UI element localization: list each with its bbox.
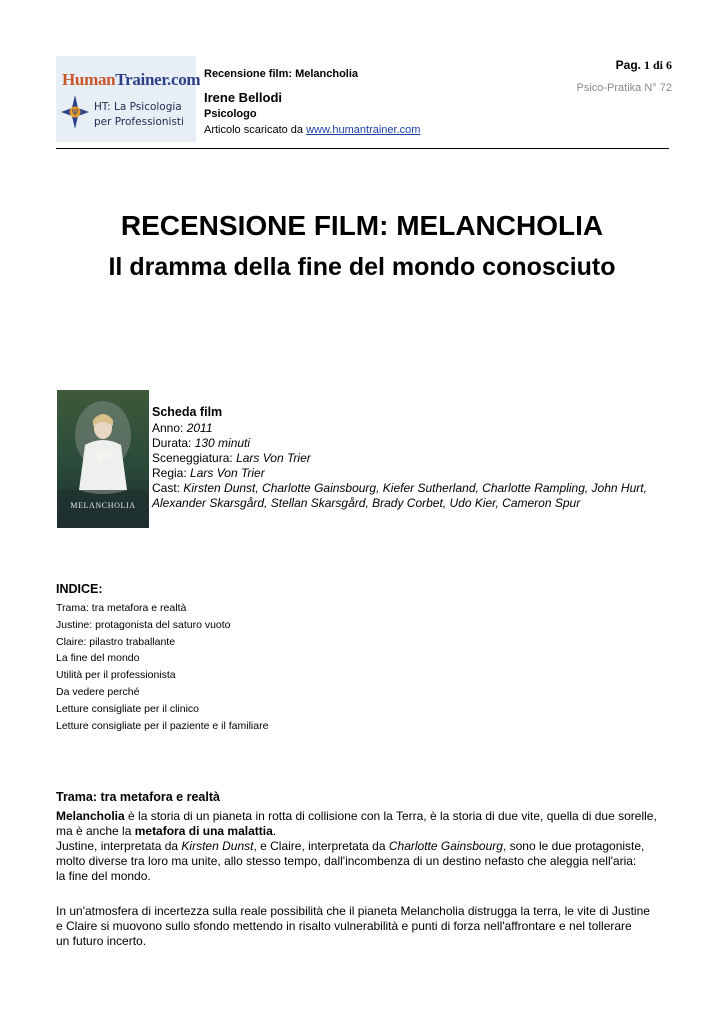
header-download-line: Articolo scaricato da www.humantrainer.com — [204, 124, 421, 136]
index-item: Utilità per il professionista — [56, 669, 176, 682]
film-info-heading: Scheda film — [152, 405, 223, 419]
film-year: Anno: 2011 — [152, 421, 213, 435]
page-subtitle: Il dramma della fine del mondo conosciuto — [108, 253, 616, 281]
page-title: RECENSIONE FILM: MELANCHOLIA — [120, 210, 604, 241]
header-author: Irene Bellodi — [204, 90, 283, 105]
film-screenplay: Sceneggiatura: Lars Von Trier — [152, 451, 311, 465]
header-role: Psicologo — [204, 108, 257, 120]
header-divider — [56, 148, 669, 149]
logo-wordmark: HumanTrainer.com — [62, 70, 201, 89]
humantrainer-link[interactable]: www.humantrainer.com — [306, 124, 421, 136]
logo-tagline: HT: La Psicologia per Professionisti — [94, 101, 184, 128]
film-info-card — [152, 405, 672, 511]
site-logo[interactable] — [56, 56, 201, 142]
compass-star-icon — [60, 94, 90, 130]
index-item: Trama: tra metafora e realtà — [56, 602, 187, 614]
film-duration: Durata: 130 minuti — [152, 436, 251, 450]
body-paragraph: Melancholia è la storia di un pianeta in rotta di collisione con la Terra, è la storia di due vite, quella di due sorelle, ma è anche la metafora di una malattia. Justine, interpretata da Kirsten Dunst, e Claire, interpretata da Charlotte Gainsbourg, sono le due protagoniste, molto diverse tra loro ma unite, allo stesso tempo, dall'incombenza di un destino nefasto che aleggia nell'aria: la fine del mondo. — [56, 809, 657, 883]
index-heading: INDICE: — [56, 582, 103, 596]
index-item: Da vedere perché — [56, 685, 140, 698]
index-list — [56, 600, 268, 734]
poster-caption: MELANCHOLIA — [70, 501, 136, 510]
film-cast: Cast: Kirsten Dunst, Charlotte Gainsbourg, Kiefer Sutherland, Charlotte Rampling, John Hurt, — [152, 481, 647, 495]
page-number: Pag. 1 di 6 — [615, 58, 672, 72]
movie-poster-image — [57, 390, 149, 528]
header-article-title: Recensione film: Melancholia — [204, 68, 359, 80]
svg-text:Ψ: Ψ — [71, 108, 79, 117]
issue-label: Psico-Pratika N° 72 — [576, 82, 672, 94]
index-item: Letture consigliate per il clinico — [56, 702, 199, 715]
body-paragraph: In un'atmosfera di incertezza sulla reale possibilità che il pianeta Melancholia distrugga la terra, le vite di Justine e Claire si muovono sullo sfondo mettendo in risalto vulnerabilità e punti di forza nell'affrontare e nel tollerare un futuro incerto. — [56, 904, 650, 948]
index-item: Justine: protagonista del saturo vuoto — [56, 618, 231, 631]
section-heading-trama: Trama: tra metafora e realtà — [56, 790, 220, 804]
index-item: Letture consigliate per il paziente e il familiare — [56, 719, 269, 732]
index-item: Claire: pilastro traballante — [56, 635, 176, 648]
film-director: Regia: Lars Von Trier — [152, 466, 265, 480]
index-item: La fine del mondo — [56, 652, 140, 665]
film-cast-cont: Alexander Skarsgård, Stellan Skarsgård, Brady Corbet, Udo Kier, Cameron Spur — [152, 496, 581, 510]
